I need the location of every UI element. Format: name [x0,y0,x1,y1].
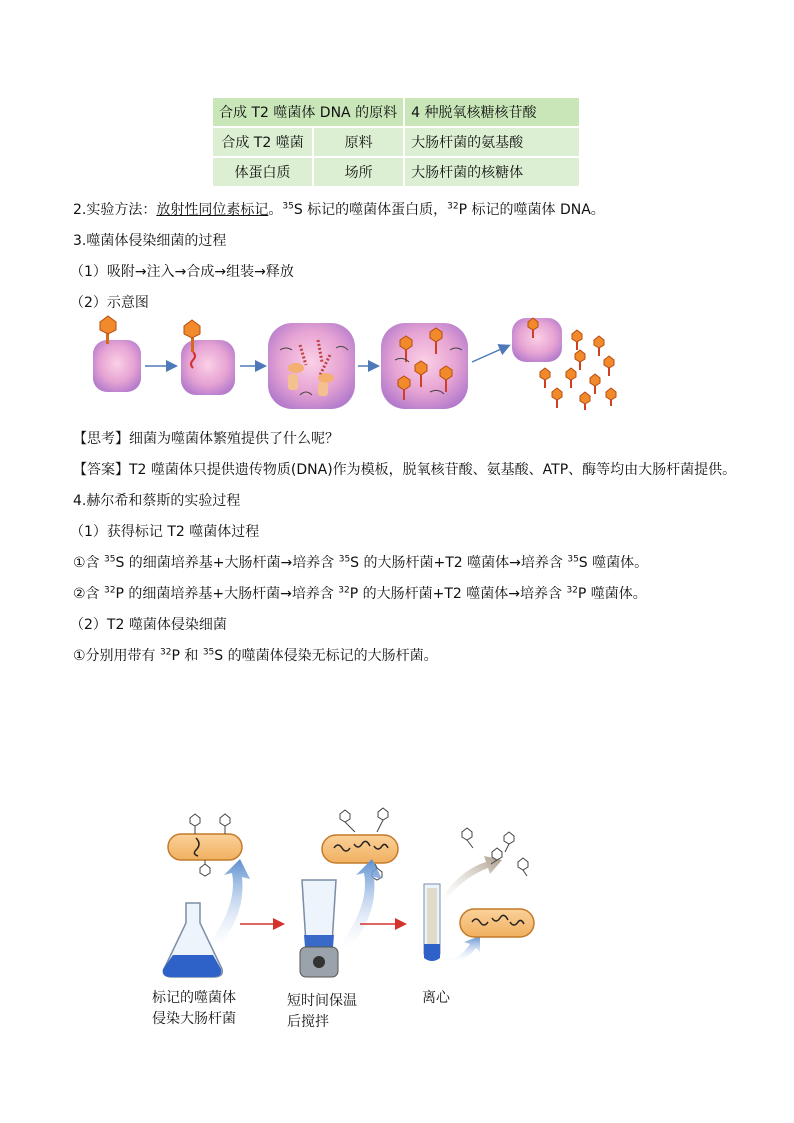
caption-blend-a: 短时间保温 [287,993,357,1009]
isotope-35: 35 [202,647,215,658]
text-seg: P 和 [171,648,203,664]
table-cell: 大肠杆菌的核糖体 [404,157,580,187]
text-seg: S 的噬菌体侵染无标记的大肠杆菌。 [214,648,438,664]
process-steps: （1）吸附→注入→合成→组装→释放 [70,264,294,280]
table-cell: 原料 [313,127,404,157]
think-text: 细菌为噬菌体繁殖提供了什么呢？ [129,431,339,447]
isotope-32: 32 [338,585,350,596]
table-cell: 合成 T2 噬菌 [212,127,313,157]
pellet-arrow [444,936,480,962]
table-cell: 大肠杆菌的氨基酸 [404,127,580,157]
text-seg: ①含 [73,555,105,571]
method-text-1: S 标记的噬菌体蛋白质， [293,202,448,218]
answer-label: 【答案】 [73,462,129,478]
text-seg: S 噬菌体。 [578,555,649,571]
text-seg: S 的大肠杆菌+T2 噬菌体→培养含 [350,555,568,571]
table-cell: 场所 [313,157,404,187]
method-sep: 。 [268,202,283,218]
text-seg: P 噬菌体。 [577,586,647,602]
bacterium-labeled [168,814,242,876]
method-keyword: 放射性同位素标记 [156,202,269,218]
text-seg: P 的细菌培养基+大肠杆菌→培养含 [115,586,339,602]
blender-icon [300,880,338,977]
table-cell: 合成 T2 噬菌体 DNA 的原料 [212,97,404,127]
section4-title: 4.赫尔希和蔡斯的实验过程 [73,493,241,509]
sub-heading-1: （1）获得标记 T2 噬菌体过程 [70,524,260,540]
sub-heading-2: （2）T2 噬菌体侵染细菌 [70,617,227,633]
isotope-35: 35 [338,554,351,565]
isotope-35: 35 [104,554,116,565]
centrifuge-tube-icon [424,884,440,961]
caption-infection-b: 侵染大肠杆菌 [152,1011,236,1027]
think-label: 【思考】 [73,431,129,447]
caption-blend-b: 后搅拌 [287,1014,329,1030]
bacterium-infected [322,808,398,880]
bacterium-pellet [460,909,534,937]
isotope-32: 32 [160,647,172,658]
text-seg: P 的大肠杆菌+T2 噬菌体→培养含 [349,586,567,602]
isotope-32: 32 [447,201,459,212]
caption-centrifuge: 离心 [422,990,450,1006]
isotope-32: 32 [104,585,116,596]
method-prefix: 2.实验方法： [73,202,157,218]
method-text-2: P 标记的噬菌体 DNA。 [458,202,605,218]
section3-title: 3.噬菌体侵染细菌的过程 [73,233,227,249]
isotope-35: 35 [567,554,579,565]
isotope-35: 35 [282,201,294,212]
transfer-arrow [208,859,250,949]
text-seg: ②含 [73,586,105,602]
diagram-label: （2）示意图 [70,295,149,311]
caption-infection-a: 标记的噬菌体 [152,990,236,1006]
isotope-32: 32 [566,585,578,596]
text-seg: S 的细菌培养基+大肠杆菌→培养含 [115,555,339,571]
transfer-arrow [340,859,382,949]
table-cell: 体蛋白质 [212,157,313,187]
answer-text: T2 噬菌体只提供遗传物质(DNA)作为模板，脱氧核苷酸、氨基酸、ATP、酶等均由大肠杆菌提供。 [129,462,737,478]
table-cell: 4 种脱氧核糖核苷酸 [404,97,580,127]
text-seg: ①分别用带有 [73,648,161,664]
